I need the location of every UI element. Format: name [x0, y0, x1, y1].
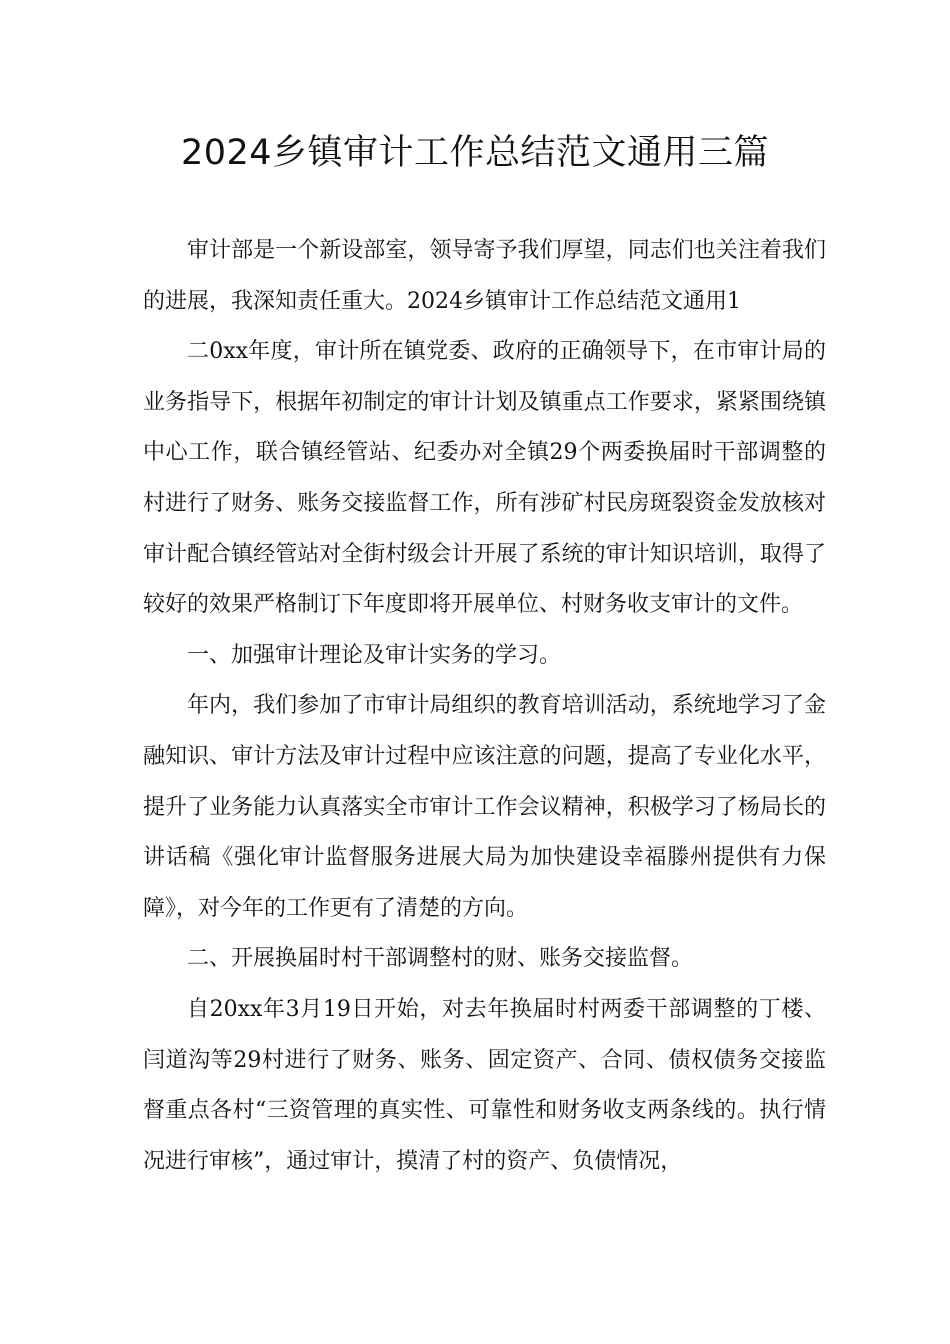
paragraph-study: 年内，我们参加了市审计局组织的教育培训活动，系统地学习了金融知识、审计方法及审计过程中应该注意的问题，提高了专业化水平，提升了业务能力认真落实全市审计工作会议精神，积极学习了杨局长的讲话稿《强化审计监督服务进展大局为加快建设幸福滕州提供有力保障》，对今年的工作更有了清楚的方向。	[143, 693, 826, 921]
paragraph-intro: 审计部是一个新设部室，领导寄予我们厚望，同志们也关注着我们的进展，我深知责任重大。2024乡镇审计工作总结范文通用1	[143, 238, 826, 314]
section-heading-1: 一、加强审计理论及审计实务的学习。	[187, 642, 562, 668]
paragraph-annual-summary: 二0xx年度，审计所在镇党委、政府的正确领导下，在市审计局的业务指导下，根据年初制定的审计计划及镇重点工作要求，紧紧围绕镇中心工作，联合镇经管站、纪委办对全镇29个两委换届时干部调整的村进行了财务、账务交接监督工作，所有涉矿村民房斑裂资金发放核对审计配合镇经管站对全街村级会计开展了系统的审计知识培训，取得了较好的效果严格制订下年度即将开展单位、村财务收支审计的文件。	[143, 339, 826, 618]
paragraph-handover-audit: 自20xx年3月19日开始，对去年换届时村两委干部调整的丁楼、闫道沟等29村进行了财务、账务、固定资产、合同、债权债务交接监督重点各村“三资管理的真实性、可靠性和财务收支两条线的。执行情况进行审核”，通过审计，摸清了村的资产、负债情况，	[143, 996, 826, 1174]
section-heading-2: 二、开展换届时村干部调整村的财、账务交接监督。	[187, 946, 694, 972]
document-body	[143, 226, 826, 1187]
document-title: 2024乡镇审计工作总结范文通用三篇	[180, 133, 770, 173]
